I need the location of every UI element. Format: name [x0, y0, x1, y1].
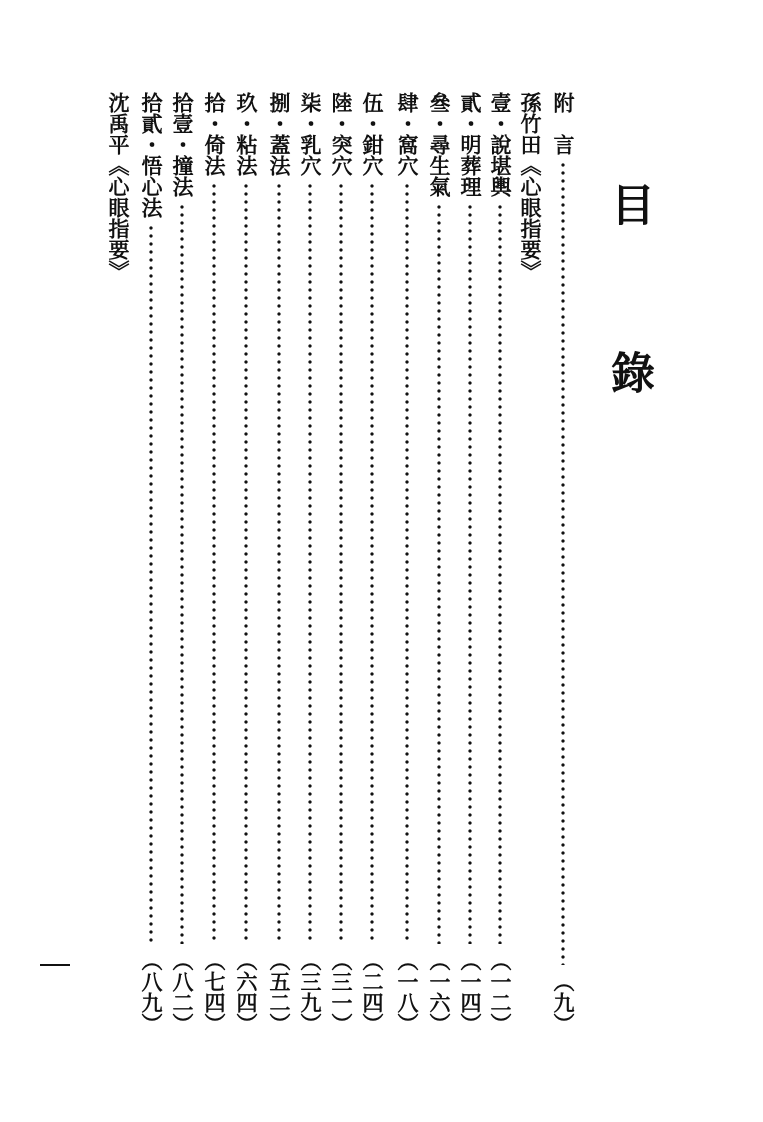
toc-entry-label: 貳・明葬理 — [458, 92, 483, 197]
toc-entry-label: 拾・倚法 — [202, 92, 227, 176]
toc-entry — [455, 92, 485, 1034]
toc-entry — [424, 92, 454, 1034]
toc-entry-page: （五二） — [267, 950, 292, 1034]
page-title: 目 錄 — [603, 182, 654, 434]
toc-entry-label: 捌・蓋法 — [267, 92, 292, 176]
toc-entry — [326, 92, 356, 1034]
toc-entry-label: 肆・窩穴 — [395, 92, 420, 176]
toc-entry-page: （一八） — [395, 950, 420, 1034]
toc-entry-page: （八九） — [139, 950, 164, 1034]
toc-entry-page: （一二） — [488, 950, 513, 1034]
toc-entry-label: 拾貳・悟心法 — [139, 92, 164, 218]
dot-leader — [136, 224, 166, 944]
toc-entry — [392, 92, 422, 1034]
dot-leader — [295, 182, 325, 944]
dot-leader — [357, 182, 387, 944]
toc-entry-label: 柒・乳穴 — [298, 92, 323, 176]
toc-entry — [548, 92, 578, 1034]
dot-leader — [455, 203, 485, 944]
toc-entry — [136, 92, 166, 1034]
toc-entry-label: 壹・說堪輿 — [488, 92, 513, 197]
toc-entry-label: 伍・鉗穴 — [360, 92, 385, 176]
toc-entry — [167, 92, 197, 1034]
section-heading: 沈禹平《心眼指要》 — [106, 92, 131, 281]
toc-entry-label: 玖・粘法 — [234, 92, 259, 176]
toc-entry — [485, 92, 515, 1034]
dot-leader — [485, 203, 515, 944]
toc-entry-page: （九） — [551, 971, 576, 1034]
dot-leader — [548, 161, 578, 965]
toc-entry — [264, 92, 294, 1034]
toc-entry-label: 叄・尋生氣 — [427, 92, 452, 197]
toc-entry-label: 拾壹・撞法 — [170, 92, 195, 197]
dot-leader — [167, 203, 197, 944]
toc-entry-label: 附 言 — [551, 92, 576, 155]
toc-entry-page: （六四） — [234, 950, 259, 1034]
section-heading: 孫竹田《心眼指要》 — [518, 92, 543, 281]
toc-entry-label: 陸・突穴 — [329, 92, 354, 176]
toc-entry-page: （一四） — [458, 950, 483, 1034]
dot-leader — [199, 182, 229, 944]
toc-entry-page: （二四） — [360, 950, 385, 1034]
dot-leader — [424, 203, 454, 944]
dot-leader — [392, 182, 422, 944]
toc-entry — [199, 92, 229, 1034]
toc-entry-page: （八二） — [170, 950, 195, 1034]
toc-entry — [231, 92, 261, 1034]
dot-leader — [231, 182, 261, 944]
toc-entry-page: （三一） — [329, 950, 354, 1034]
toc-entry-page: （一六） — [427, 950, 452, 1034]
toc-entry — [295, 92, 325, 1034]
toc-entry — [357, 92, 387, 1034]
toc-entry-page: （三九） — [298, 950, 323, 1034]
folio-mark — [40, 964, 70, 966]
toc-entry-page: （七四） — [202, 950, 227, 1034]
dot-leader — [326, 182, 356, 944]
dot-leader — [264, 182, 294, 944]
